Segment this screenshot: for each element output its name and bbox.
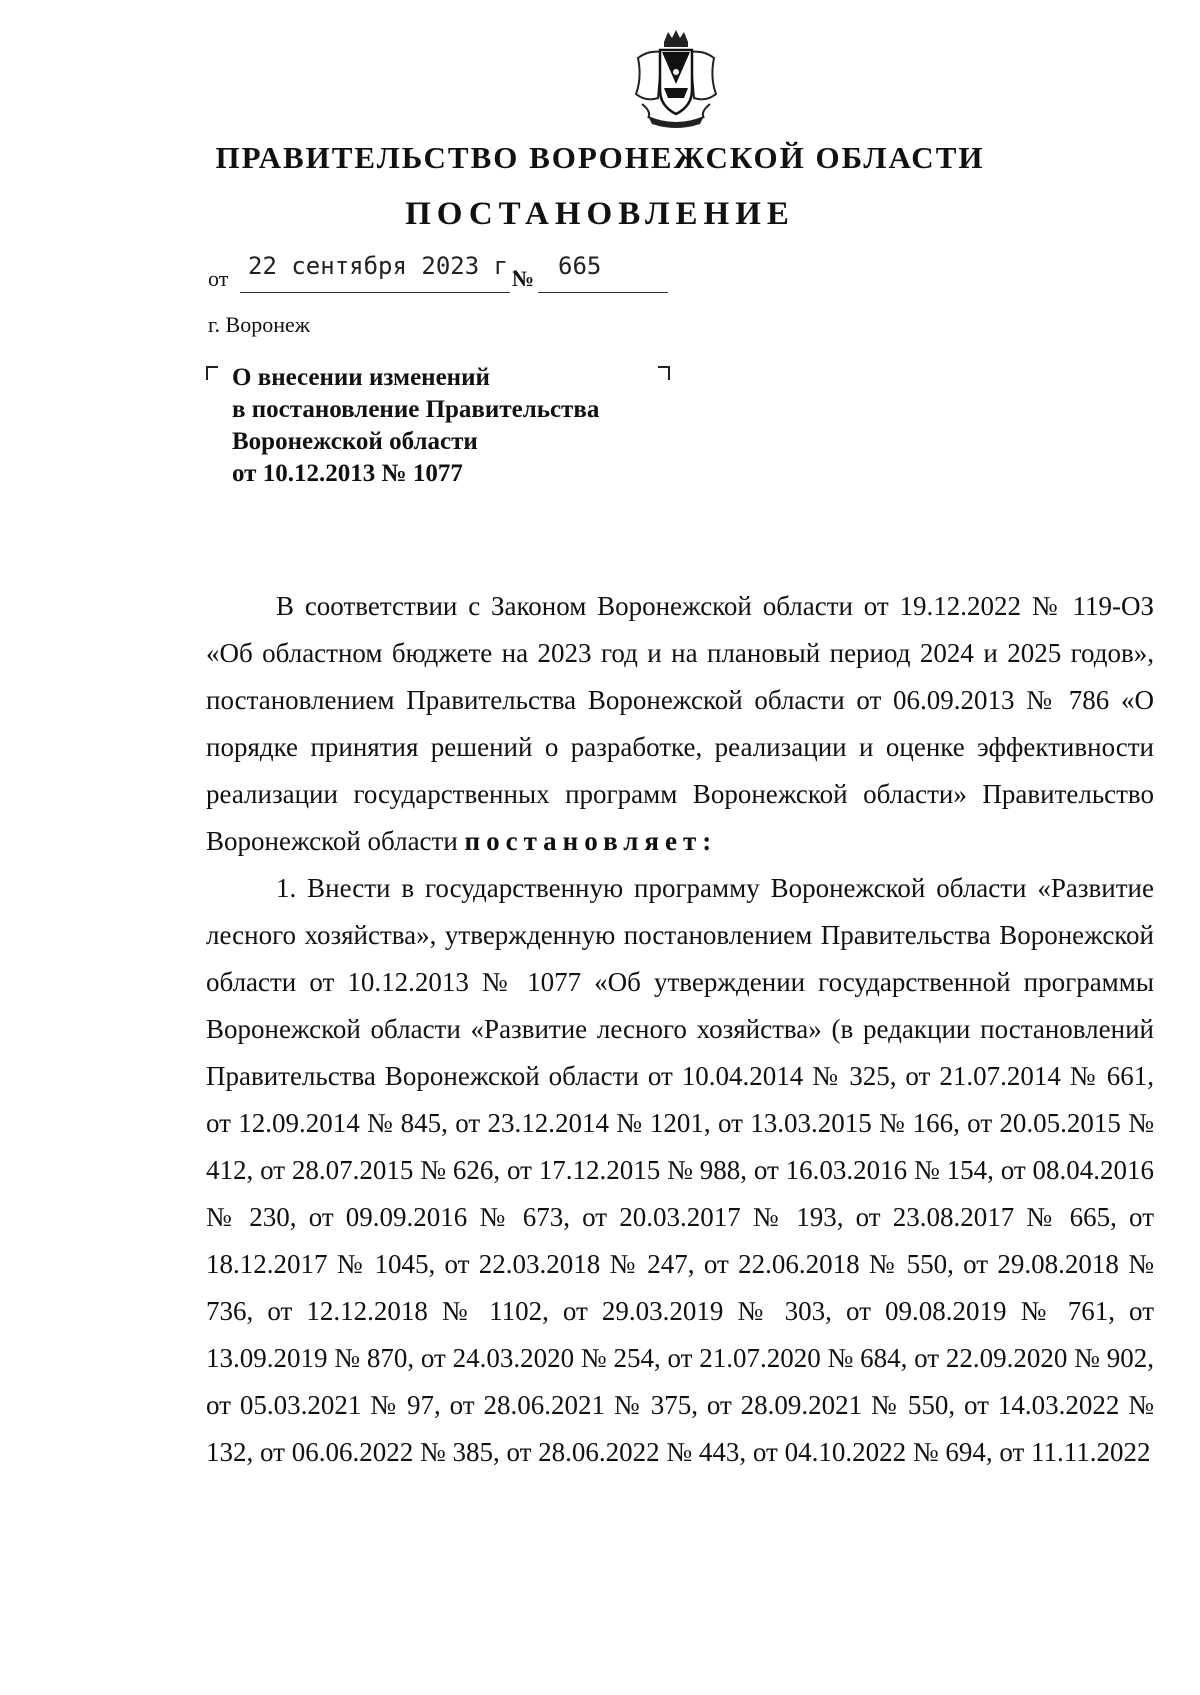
- government-name: ПРАВИТЕЛЬСТВО ВОРОНЕЖСКОЙ ОБЛАСТИ: [215, 140, 985, 175]
- resolves-keyword: постановляет:: [464, 826, 718, 856]
- from-label: от: [208, 266, 229, 291]
- number-underline: [538, 292, 668, 293]
- subject-line: О внесении изменений: [232, 364, 490, 391]
- item-1-paragraph: 1. Внести в государственную программу Воронежской области «Развитие лесного хозяйства», утвержденную постановлением Правительства Воронежской области от 10.12.2013 № 1077 «Об утверждении государственной программы Воронежской области «Развитие лесного хозяйства» (в редакции постановлений Правительства Воронежской области от 10.04.2014 № 325, от 21.07.2014 № 661, от 12.09.2014 № 845, от 23.12.2014 № 1201, от 13.03.2015 № 166, от 20.05.2015 № 412, от 28.07.2015 № 626, от 17.12.2015 № 988, от 16.03.2016 № 154, от 08.04.2016 № 230, от 09.09.2016 № 673, от 20.03.2017 № 193, от 23.08.2017 № 665, от 18.12.2017 № 1045, от 22.03.2018 № 247, от 22.06.2018 № 550, от 29.08.2018 № 736, от 12.12.2018 № 1102, от 29.03.2019 № 303, от 09.08.2019 № 761, от 13.09.2019 № 870, от 24.03.2020 № 254, от 21.07.2020 № 684, от 22.09.2020 № 902, от 05.03.2021 № 97, от 28.06.2021 № 375, от 28.09.2021 № 550, от 14.03.2022 № 132, от 06.06.2022 № 385, от 28.06.2022 № 443, от 04.10.2022 № 694, от 11.11.2022: [206, 873, 1154, 1467]
- preamble-paragraph: [206, 583, 1154, 865]
- date-underline: [240, 292, 510, 293]
- subject-corner-left: [206, 366, 218, 380]
- document-type: ПОСТАНОВЛЕНИЕ: [405, 196, 795, 232]
- subject-line: в постановление Правительства: [232, 396, 600, 423]
- voronezh-coat-of-arms-icon: [628, 28, 724, 132]
- subject-corner-right: [658, 366, 670, 380]
- subject-line: Воронежской области: [232, 428, 478, 455]
- date-number-row: [208, 252, 678, 296]
- city: г. Воронеж: [208, 312, 310, 337]
- date-value: 22 сентября 2023 г.: [248, 252, 523, 280]
- document-body: [206, 583, 1154, 1476]
- preamble-text: В соответствии с Законом Воронежской области от 19.12.2022 № 119-ОЗ «Об областном бюджете на 2023 год и на плановый период 2024 и 2025 годов», постановлением Правительства Воронежской области от 06.09.2013 № 786 «О порядке принятия решений о разработке, реализации и оценке эффективности реализации государственных программ Воронежской области» Правительство Воронежской области: [206, 591, 1154, 856]
- number-label: №: [512, 266, 535, 291]
- document-subject: [232, 362, 599, 490]
- subject-line: от 10.12.2013 № 1077: [232, 460, 463, 487]
- number-value: 665: [558, 252, 602, 280]
